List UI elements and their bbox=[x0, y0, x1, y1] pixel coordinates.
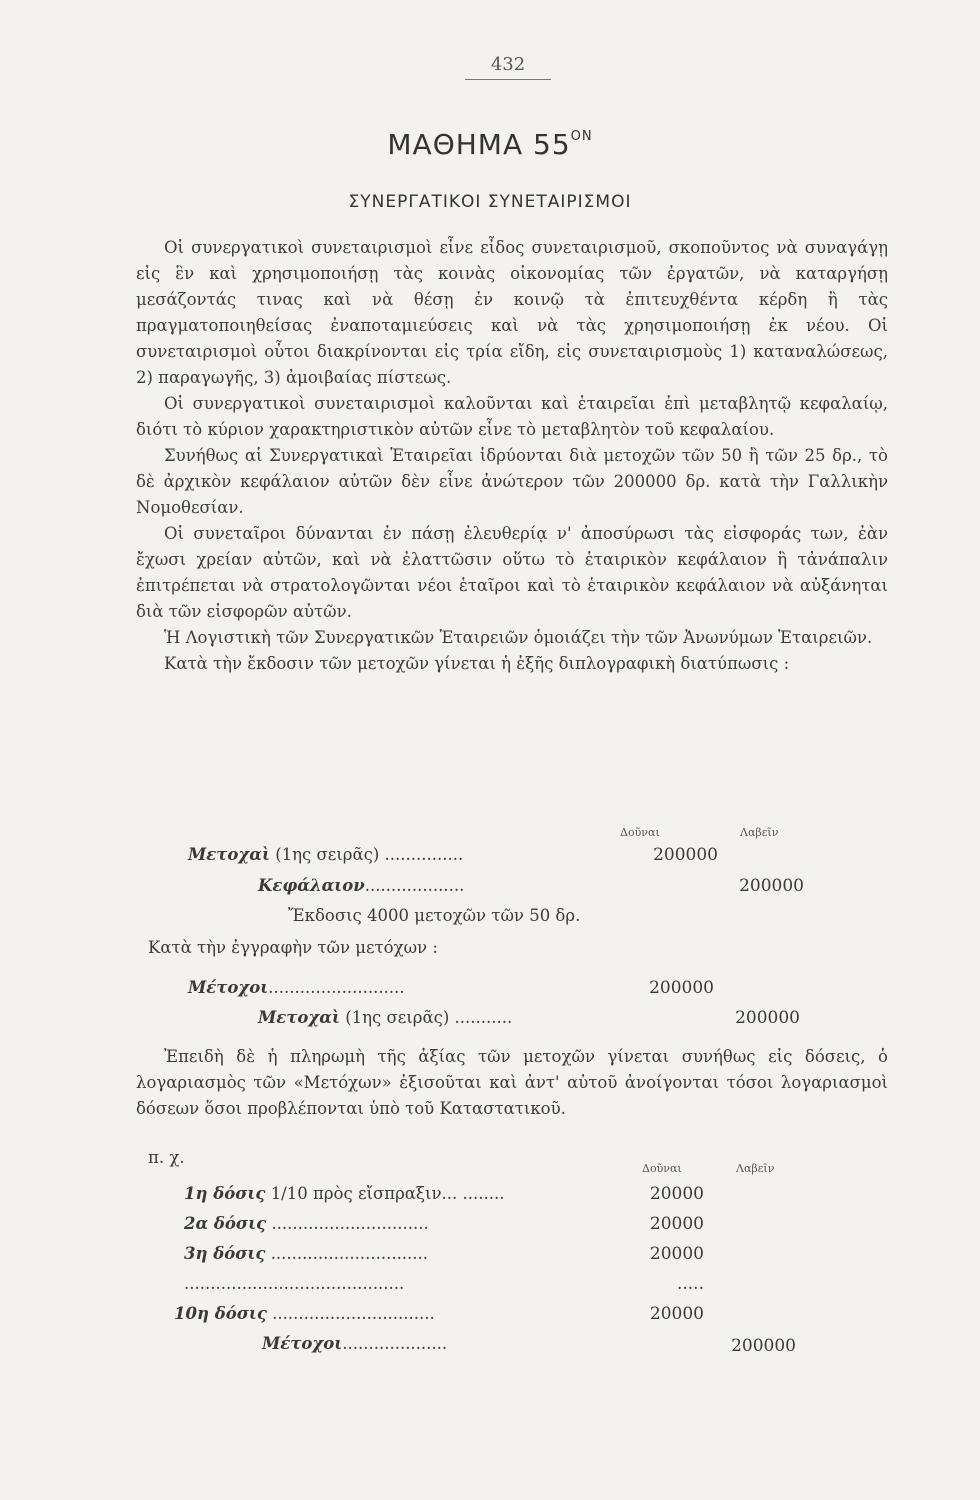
section-subtitle: ΣΥΝΕΡΓΑΤΙΚΟΙ ΣΥΝΕΤΑΙΡΙΣΜΟΙ bbox=[348, 192, 632, 212]
installment-1-detail: 1/10 πρὸς εἴσπραξιν... ........ bbox=[270, 1184, 505, 1203]
installment-row-1 bbox=[184, 1184, 504, 1203]
example-label: π. χ. bbox=[148, 1148, 185, 1167]
installment-row-3 bbox=[184, 1244, 428, 1263]
column-debit-header-2: Δοῦναι bbox=[642, 1162, 682, 1175]
installment-row-10 bbox=[174, 1304, 435, 1323]
installment-2-detail: .............................. bbox=[271, 1214, 429, 1233]
final-credit-label: Μέτοχοι bbox=[262, 1334, 343, 1353]
installment-ellipsis-detail: .......................................... bbox=[184, 1274, 405, 1293]
installment-3-label: 3η δόσις bbox=[184, 1244, 266, 1263]
entry2-credit-amount: 200000 bbox=[735, 1008, 800, 1028]
lesson-title-text: ΜΑΘΗΜΑ 55 bbox=[387, 128, 571, 161]
entry1-debit-row bbox=[188, 845, 463, 864]
entry1-debit-detail: (1ης σειρᾶς) ............... bbox=[275, 845, 464, 864]
installment-ellipsis-amount: ..... bbox=[676, 1274, 704, 1294]
column-credit-header-2: Λαβεῖν bbox=[736, 1162, 775, 1175]
entry1-credit-dots: ................... bbox=[364, 876, 465, 895]
final-credit-row bbox=[262, 1334, 447, 1353]
entry1-credit-amount: 200000 bbox=[739, 876, 804, 896]
body-text bbox=[136, 235, 888, 677]
paragraph-2: Οἱ συνεργατικοὶ συνεταιρισμοὶ καλοῦνται καὶ ἑταιρεῖαι ἐπὶ μεταβλητῷ κεφαλαίῳ, διότι τὸ κύριον χαρακτηριστικὸν αὐτῶν εἶνε τὸ μεταβλητὸν τοῦ κεφαλαίου. bbox=[136, 394, 888, 439]
column-debit-header: Δοῦναι bbox=[620, 826, 660, 839]
final-credit-dots: .................... bbox=[342, 1334, 448, 1353]
entry2-credit-label: Μετοχαὶ bbox=[258, 1008, 340, 1027]
installment-10-detail: ............................... bbox=[272, 1304, 435, 1323]
installment-row-ellipsis bbox=[184, 1274, 404, 1293]
installment-2-amount: 20000 bbox=[649, 1214, 704, 1234]
installment-10-label: 10η δόσις bbox=[174, 1304, 267, 1323]
entry1-debit-label: Μετοχαὶ bbox=[188, 845, 270, 864]
installment-3-detail: .............................. bbox=[270, 1244, 429, 1263]
entry2-credit-row bbox=[258, 1008, 512, 1027]
installment-3-amount: 20000 bbox=[649, 1244, 704, 1264]
final-credit-amount: 200000 bbox=[731, 1336, 796, 1356]
page-number: 432 bbox=[465, 54, 551, 80]
installment-10-amount: 20000 bbox=[649, 1304, 704, 1324]
entry1-debit-amount: 200000 bbox=[653, 845, 718, 865]
paragraph-1: Οἱ συνεργατικοὶ συνεταιρισμοὶ εἶνε εἶδος συνεταιρισμοῦ, σκοποῦντος νὰ συναγάγῃ εἰς ἓν καὶ χρησιμοποιήσῃ τὰς κοινὰς οἰκονομίας τῶν ἐργατῶν, νὰ καταργήσῃ μεσάζοντάς τινας καὶ νὰ θέσῃ ἐν κοινῷ τὰ ἐπιτευχθέντα κέρδη ἢ τὰς πραγματοποιηθείσας ἐναποταμιεύσεις καὶ νὰ τὰς χρησιμοποιήσῃ ἐκ νέου. Οἱ συνεταιρισμοὶ οὗτοι διακρίνονται εἰς τρία εἴδη, εἰς συνεταιρισμοὺς 1) καταναλώσεως, 2) παραγωγῆς, 3) ἀμοιβαίας πίστεως. bbox=[136, 238, 888, 387]
lesson-title bbox=[0, 128, 980, 161]
installment-1-label: 1η δόσις bbox=[184, 1184, 266, 1203]
entry2-debit-amount: 200000 bbox=[649, 978, 714, 998]
installment-2-label: 2α δόσις bbox=[184, 1214, 267, 1233]
paragraph-3: Συνήθως αἱ Συνεργατικαὶ Ἑταιρεῖαι ἱδρύονται διὰ μετοχῶν τῶν 50 ἢ τῶν 25 δρ., τὸ δὲ ἀρχικὸν κεφάλαιον αὐτῶν δὲν εἶνε ἀνώτερον τῶν 200000 δρ. κατὰ τὴν Γαλλικὴν Νομοθεσίαν. bbox=[136, 446, 888, 517]
installment-row-2 bbox=[184, 1214, 429, 1233]
paragraph-5: Ἡ Λογιστικὴ τῶν Συνεργατικῶν Ἑταιρειῶν ὁμοιάζει τὴν τῶν Ἀνωνύμων Ἑταιρειῶν. bbox=[164, 628, 873, 647]
lesson-title-sup: ΟΝ bbox=[570, 129, 593, 144]
paragraph-installments: Ἐπειδὴ δὲ ἡ πληρωμὴ τῆς ἀξίας τῶν μετοχῶν γίνεται συνήθως εἰς δόσεις, ὁ λογαριασμὸς τῶν «Μετόχων» ἐξισοῦται καὶ ἀντ' αὐτοῦ ἀνοίγονται τόσοι λογαριασμοὶ δόσεων ὅσοι προβλέπονται ὑπὸ τοῦ Καταστατικοῦ. bbox=[136, 1047, 888, 1118]
entry2-credit-detail: (1ης σειρᾶς) ........... bbox=[345, 1008, 513, 1027]
paragraph-6: Κατὰ τὴν ἔκδοσιν τῶν μετοχῶν γίνεται ἡ ἑξῆς διπλογραφικὴ διατύπωσις : bbox=[164, 654, 790, 673]
paragraph-4: Οἱ συνεταῖροι δύνανται ἐν πάσῃ ἐλευθερίᾳ ν' ἀποσύρωσι τὰς εἰσφοράς των, ἐὰν ἔχωσι χρείαν αὐτῶν, καὶ νὰ ἐλαττῶσιν οὕτω τὸ ἑταιρικὸν κεφάλαιον ἢ τἀνάπαλιν ἐπιτρέπεται νὰ στρατολογῶνται νέοι ἑταῖροι καὶ τὸ ἑταιρικὸν κεφάλαιον νὰ αὐξάνηται διὰ τῶν εἰσφορῶν αὐτῶν. bbox=[136, 524, 888, 621]
entry1-credit-row bbox=[258, 876, 464, 895]
entry2-debit-label: Μέτοχοι bbox=[188, 978, 269, 997]
entry2-debit-dots: .......................... bbox=[268, 978, 405, 997]
installment-1-amount: 20000 bbox=[649, 1184, 704, 1204]
entry2-debit-row bbox=[188, 978, 405, 997]
column-credit-header: Λαβεῖν bbox=[740, 826, 779, 839]
entry1-credit-label: Κεφάλαιον bbox=[258, 876, 365, 895]
entry2-intro: Κατὰ τὴν ἐγγραφὴν τῶν μετόχων : bbox=[148, 938, 438, 957]
entry1-note: Ἔκδοσις 4000 μετοχῶν τῶν 50 δρ. bbox=[288, 906, 581, 925]
